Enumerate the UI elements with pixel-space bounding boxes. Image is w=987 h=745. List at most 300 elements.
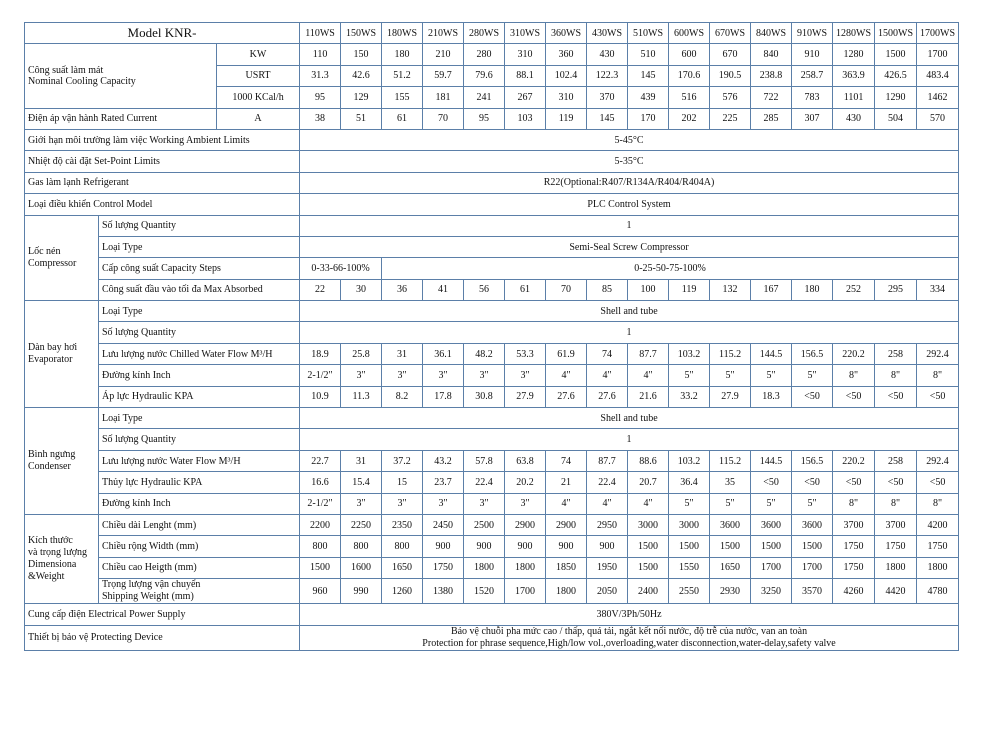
value-cell: 2050 <box>587 579 628 604</box>
value-cell: 220.2 <box>833 450 875 471</box>
value-cell: 21 <box>546 472 587 493</box>
value-cell: 3" <box>423 365 464 386</box>
condenser-quantity-row <box>25 429 959 450</box>
value-cell: 37.2 <box>382 450 423 471</box>
value-cell: 4420 <box>875 579 917 604</box>
value-cell: 16.6 <box>300 472 341 493</box>
value-cell: 42.6 <box>341 65 382 86</box>
value-cell: 170 <box>628 108 669 129</box>
value-cell: 1500 <box>875 44 917 65</box>
cooling-label-vi: Công suất làm mát <box>28 64 104 76</box>
value-cell: 3" <box>464 365 505 386</box>
compressor-absorbed-label: Công suất đầu vào tối đa Max Absorbed <box>99 279 300 300</box>
value-cell: 145 <box>628 65 669 86</box>
value-cell: 3600 <box>792 514 833 535</box>
value-cell: 5" <box>710 365 751 386</box>
compressor-steps-value-a: 0-33-66-100% <box>300 258 382 279</box>
evaporator-diameter-label: Đường kính Inch <box>99 365 300 386</box>
protection-line-vi: Bảo vệ chuỗi pha mức cao / thấp, quá tải, ngắt kết nối nước, độ trễ của nước, van an toàn <box>450 625 808 637</box>
dimensions-group-label <box>25 514 99 603</box>
value-cell: 2-1/2" <box>300 365 341 386</box>
value-cell: 15 <box>382 472 423 493</box>
power-supply-row <box>25 604 959 625</box>
value-cell: 53.3 <box>505 343 546 364</box>
value-cell: 225 <box>710 108 751 129</box>
unit-cell: A <box>217 108 300 129</box>
value-cell: 22.4 <box>587 472 628 493</box>
refrigerant-value: R22(Optional:R407/R134A/R404/R404A) <box>300 172 959 193</box>
value-cell: 1550 <box>669 557 710 578</box>
value-cell: 516 <box>669 87 710 108</box>
value-cell: 156.5 <box>792 343 833 364</box>
value-cell: 1280 <box>833 44 875 65</box>
value-cell: 87.7 <box>587 450 628 471</box>
value-cell: 4260 <box>833 579 875 604</box>
value-cell: 258.7 <box>792 65 833 86</box>
value-cell: 33.2 <box>669 386 710 407</box>
value-cell: 570 <box>917 108 959 129</box>
compressor-type-row <box>25 236 959 257</box>
value-cell: 1101 <box>833 87 875 108</box>
value-cell: 800 <box>382 536 423 557</box>
value-cell: 8" <box>833 493 875 514</box>
value-cell: 8" <box>875 493 917 514</box>
value-cell: 61 <box>505 279 546 300</box>
value-cell: 4" <box>587 493 628 514</box>
dimension-length-label: Chiều dài Lenght (mm) <box>99 514 300 535</box>
value-cell: 1600 <box>341 557 382 578</box>
value-cell: 132 <box>710 279 751 300</box>
value-cell: 280 <box>464 44 505 65</box>
value-cell: 1700 <box>917 44 959 65</box>
compressor-quantity-row <box>25 215 959 236</box>
value-cell: 4" <box>546 365 587 386</box>
value-cell: 51.2 <box>382 65 423 86</box>
value-cell: 38 <box>300 108 341 129</box>
value-cell: 27.6 <box>587 386 628 407</box>
value-cell: 17.8 <box>423 386 464 407</box>
model-cell: 600WS <box>669 23 710 44</box>
value-cell: 103 <box>505 108 546 129</box>
condenser-label-en: Condenser <box>28 461 71 472</box>
value-cell: 5" <box>710 493 751 514</box>
value-cell: 900 <box>505 536 546 557</box>
setpoint-label: Nhiệt độ cài đặt Set-Point Limits <box>25 151 300 172</box>
value-cell: 35 <box>710 472 751 493</box>
value-cell: 43.2 <box>423 450 464 471</box>
value-cell: 144.5 <box>751 450 792 471</box>
condenser-pressure-label: Thủy lực Hydraulic KPA <box>99 472 300 493</box>
value-cell: 31 <box>382 343 423 364</box>
value-cell: 2500 <box>464 514 505 535</box>
value-cell: 1290 <box>875 87 917 108</box>
compressor-type-label: Loại Type <box>99 236 300 257</box>
value-cell: 5" <box>751 365 792 386</box>
dimension-width-label: Chiều rộng Width (mm) <box>99 536 300 557</box>
value-cell: 25.8 <box>341 343 382 364</box>
value-cell: 2900 <box>505 514 546 535</box>
value-cell: 1500 <box>300 557 341 578</box>
value-cell: 115.2 <box>710 343 751 364</box>
value-cell: 1800 <box>917 557 959 578</box>
value-cell: 5" <box>669 493 710 514</box>
rated-current-label: Điện áp vận hành Rated Current <box>25 108 217 129</box>
value-cell: 79.6 <box>464 65 505 86</box>
value-cell: 202 <box>669 108 710 129</box>
shipping-weight-label-vi: Trọng lượng vận chuyển <box>102 579 201 591</box>
cooling-label-en: Nominal Cooling Capacity <box>28 75 136 87</box>
value-cell: 74 <box>546 450 587 471</box>
evaporator-type-row <box>25 301 959 322</box>
value-cell: 145 <box>587 108 628 129</box>
value-cell: 61 <box>382 108 423 129</box>
spec-table-container <box>24 22 959 651</box>
value-cell: 1380 <box>423 579 464 604</box>
value-cell: <50 <box>792 472 833 493</box>
model-cell: 360WS <box>546 23 587 44</box>
value-cell: 900 <box>423 536 464 557</box>
value-cell: 100 <box>628 279 669 300</box>
value-cell: 1650 <box>382 557 423 578</box>
evaporator-group-label <box>25 301 99 408</box>
value-cell: 190.5 <box>710 65 751 86</box>
compressor-label-vi: Lốc nén <box>28 245 61 257</box>
condenser-quantity-label: Số lượng Quantity <box>99 429 300 450</box>
value-cell: 20.2 <box>505 472 546 493</box>
value-cell: 27.9 <box>710 386 751 407</box>
value-cell: 267 <box>505 87 546 108</box>
value-cell: 3600 <box>710 514 751 535</box>
model-cell: 430WS <box>587 23 628 44</box>
value-cell: 2-1/2" <box>300 493 341 514</box>
value-cell: 426.5 <box>875 65 917 86</box>
protection-line-en: Protection for phrase sequence,High/low vol.,overloading,water disconnection,water-delay,safety valve <box>422 637 836 649</box>
value-cell: 910 <box>792 44 833 65</box>
evaporator-pressure-label: Áp lực Hydraulic KPA <box>99 386 300 407</box>
value-cell: 504 <box>875 108 917 129</box>
value-cell: 1500 <box>628 557 669 578</box>
evaporator-quantity-value: 1 <box>300 322 959 343</box>
value-cell: 960 <box>300 579 341 604</box>
value-cell: 1462 <box>917 87 959 108</box>
value-cell: 990 <box>341 579 382 604</box>
value-cell: 1700 <box>792 557 833 578</box>
value-cell: 241 <box>464 87 505 108</box>
value-cell: 285 <box>751 108 792 129</box>
value-cell: 2200 <box>300 514 341 535</box>
value-cell: 210 <box>423 44 464 65</box>
ambient-row <box>25 129 959 150</box>
value-cell: 51 <box>341 108 382 129</box>
value-cell: 360 <box>546 44 587 65</box>
value-cell: 4" <box>587 365 628 386</box>
value-cell: 2450 <box>423 514 464 535</box>
value-cell: 1500 <box>628 536 669 557</box>
value-cell: 4780 <box>917 579 959 604</box>
value-cell: 61.9 <box>546 343 587 364</box>
value-cell: 8" <box>917 365 959 386</box>
value-cell: 1520 <box>464 579 505 604</box>
value-cell: 10.9 <box>300 386 341 407</box>
value-cell: 170.6 <box>669 65 710 86</box>
value-cell: 439 <box>628 87 669 108</box>
setpoint-row <box>25 151 959 172</box>
evaporator-label-en: Evaporator <box>28 354 73 366</box>
value-cell: <50 <box>875 386 917 407</box>
value-cell: 1700 <box>505 579 546 604</box>
value-cell: 2250 <box>341 514 382 535</box>
value-cell: 4" <box>546 493 587 514</box>
value-cell: 103.2 <box>669 450 710 471</box>
value-cell: 670 <box>710 44 751 65</box>
value-cell: 36 <box>382 279 423 300</box>
compressor-steps-label: Cấp công suất Capacity Steps <box>99 258 300 279</box>
value-cell: 5" <box>792 365 833 386</box>
value-cell: 22 <box>300 279 341 300</box>
value-cell: 900 <box>546 536 587 557</box>
value-cell: 155 <box>382 87 423 108</box>
table-title: Model KNR- <box>25 23 300 44</box>
value-cell: 119 <box>546 108 587 129</box>
value-cell: 310 <box>505 44 546 65</box>
value-cell: 2550 <box>669 579 710 604</box>
value-cell: 1750 <box>833 557 875 578</box>
value-cell: 1800 <box>546 579 587 604</box>
value-cell: 3700 <box>833 514 875 535</box>
value-cell: 370 <box>587 87 628 108</box>
value-cell: 2900 <box>546 514 587 535</box>
value-cell: 3" <box>382 493 423 514</box>
value-cell: 1500 <box>751 536 792 557</box>
value-cell: 5" <box>792 493 833 514</box>
value-cell: 21.6 <box>628 386 669 407</box>
dimension-height-label: Chiều cao Heigth (mm) <box>99 557 300 578</box>
value-cell: 722 <box>751 87 792 108</box>
value-cell: 102.4 <box>546 65 587 86</box>
value-cell: 783 <box>792 87 833 108</box>
value-cell: 1500 <box>710 536 751 557</box>
protection-label: Thiết bị bảo vệ Protecting Device <box>25 625 300 650</box>
value-cell: 8" <box>917 493 959 514</box>
compressor-quantity-value: 1 <box>300 215 959 236</box>
shipping-weight-row <box>25 579 959 604</box>
condenser-group-label <box>25 408 99 515</box>
value-cell: 129 <box>341 87 382 108</box>
control-value: PLC Control System <box>300 194 959 215</box>
value-cell: <50 <box>751 472 792 493</box>
value-cell: 3" <box>341 365 382 386</box>
value-cell: 181 <box>423 87 464 108</box>
value-cell: 87.7 <box>628 343 669 364</box>
dimension-width-row <box>25 536 959 557</box>
compressor-label-en: Compressor <box>28 257 77 269</box>
value-cell: 1500 <box>669 536 710 557</box>
value-cell: 22.4 <box>464 472 505 493</box>
value-cell: 220.2 <box>833 343 875 364</box>
value-cell: 74 <box>587 343 628 364</box>
dimensions-label-line2: và trọng lượng <box>28 547 88 559</box>
cooling-capacity-label <box>25 44 217 108</box>
model-cell: 910WS <box>792 23 833 44</box>
value-cell: 510 <box>628 44 669 65</box>
model-cell: 180WS <box>382 23 423 44</box>
value-cell: 156.5 <box>792 450 833 471</box>
value-cell: <50 <box>792 386 833 407</box>
value-cell: 57.8 <box>464 450 505 471</box>
value-cell: 3570 <box>792 579 833 604</box>
value-cell: 2400 <box>628 579 669 604</box>
value-cell: 292.4 <box>917 450 959 471</box>
model-cell: 1500WS <box>875 23 917 44</box>
value-cell: 70 <box>423 108 464 129</box>
value-cell: 63.8 <box>505 450 546 471</box>
compressor-type-value: Semi-Seal Screw Compressor <box>300 236 959 257</box>
value-cell: 59.7 <box>423 65 464 86</box>
condenser-diameter-row <box>25 493 959 514</box>
value-cell: 238.8 <box>751 65 792 86</box>
value-cell: 2350 <box>382 514 423 535</box>
value-cell: 4" <box>628 493 669 514</box>
ambient-value: 5-45°C <box>300 129 959 150</box>
value-cell: 1500 <box>792 536 833 557</box>
value-cell: 4200 <box>917 514 959 535</box>
condenser-flow-row <box>25 450 959 471</box>
setpoint-value: 5-35°C <box>300 151 959 172</box>
value-cell: 1800 <box>464 557 505 578</box>
evaporator-type-label: Loại Type <box>99 301 300 322</box>
value-cell: 1750 <box>423 557 464 578</box>
value-cell: 600 <box>669 44 710 65</box>
value-cell: 31.3 <box>300 65 341 86</box>
value-cell: 1750 <box>917 536 959 557</box>
value-cell: 8.2 <box>382 386 423 407</box>
condenser-type-value: Shell and tube <box>300 408 959 429</box>
compressor-quantity-label: Số lượng Quantity <box>99 215 300 236</box>
compressor-steps-value-b: 0-25-50-75-100% <box>382 258 959 279</box>
model-cell: 510WS <box>628 23 669 44</box>
value-cell: 334 <box>917 279 959 300</box>
value-cell: 576 <box>710 87 751 108</box>
model-cell: 110WS <box>300 23 341 44</box>
value-cell: 18.9 <box>300 343 341 364</box>
condenser-pressure-row <box>25 472 959 493</box>
condenser-quantity-value: 1 <box>300 429 959 450</box>
value-cell: 258 <box>875 450 917 471</box>
value-cell: 3" <box>341 493 382 514</box>
model-cell: 150WS <box>341 23 382 44</box>
evaporator-quantity-label: Số lượng Quantity <box>99 322 300 343</box>
protection-row <box>25 625 959 650</box>
value-cell: 5" <box>669 365 710 386</box>
value-cell: 23.7 <box>423 472 464 493</box>
dimension-length-row <box>25 514 959 535</box>
power-supply-value: 380V/3Ph/50Hz <box>300 604 959 625</box>
value-cell: 95 <box>300 87 341 108</box>
value-cell: 292.4 <box>917 343 959 364</box>
value-cell: 2950 <box>587 514 628 535</box>
value-cell: 30.8 <box>464 386 505 407</box>
unit-cell: 1000 KCal/h <box>217 87 300 108</box>
dimensions-label-line4: &Weight <box>28 571 65 583</box>
value-cell: 3600 <box>751 514 792 535</box>
condenser-type-label: Loại Type <box>99 408 300 429</box>
value-cell: 307 <box>792 108 833 129</box>
value-cell: 31 <box>341 450 382 471</box>
rated-current-row <box>25 108 959 129</box>
value-cell: 840 <box>751 44 792 65</box>
value-cell: 3250 <box>751 579 792 604</box>
value-cell: 3" <box>464 493 505 514</box>
value-cell: <50 <box>917 386 959 407</box>
evaporator-quantity-row <box>25 322 959 343</box>
value-cell: <50 <box>875 472 917 493</box>
value-cell: 27.6 <box>546 386 587 407</box>
value-cell: 122.3 <box>587 65 628 86</box>
value-cell: 900 <box>464 536 505 557</box>
value-cell: 150 <box>341 44 382 65</box>
value-cell: 430 <box>833 108 875 129</box>
value-cell: 3700 <box>875 514 917 535</box>
value-cell: 30 <box>341 279 382 300</box>
value-cell: 8" <box>833 365 875 386</box>
value-cell: 3" <box>382 365 423 386</box>
value-cell: 1950 <box>587 557 628 578</box>
value-cell: 56 <box>464 279 505 300</box>
value-cell: <50 <box>833 386 875 407</box>
value-cell: <50 <box>833 472 875 493</box>
value-cell: 3000 <box>628 514 669 535</box>
control-row <box>25 194 959 215</box>
value-cell: 1850 <box>546 557 587 578</box>
unit-cell: USRT <box>217 65 300 86</box>
value-cell: 115.2 <box>710 450 751 471</box>
evaporator-flow-label: Lưu lượng nước Chilled Water Flow M³/H <box>99 343 300 364</box>
value-cell: 1650 <box>710 557 751 578</box>
value-cell: 36.4 <box>669 472 710 493</box>
condenser-type-row <box>25 408 959 429</box>
value-cell: 3" <box>505 493 546 514</box>
condenser-flow-label: Lưu lượng nước Water Flow M³/H <box>99 450 300 471</box>
value-cell: 900 <box>587 536 628 557</box>
value-cell: 27.9 <box>505 386 546 407</box>
value-cell: 1800 <box>875 557 917 578</box>
value-cell: 48.2 <box>464 343 505 364</box>
value-cell: 1750 <box>833 536 875 557</box>
protection-value <box>300 625 959 650</box>
value-cell: 144.5 <box>751 343 792 364</box>
value-cell: 180 <box>382 44 423 65</box>
evaporator-label-vi: Dàn bay hơi <box>28 342 78 354</box>
value-cell: 3" <box>423 493 464 514</box>
shipping-weight-label <box>99 579 300 604</box>
spec-table <box>24 22 959 651</box>
value-cell: 2930 <box>710 579 751 604</box>
dimension-height-row <box>25 557 959 578</box>
value-cell: 85 <box>587 279 628 300</box>
evaporator-diameter-row <box>25 365 959 386</box>
value-cell: 36.1 <box>423 343 464 364</box>
evaporator-type-value: Shell and tube <box>300 301 959 322</box>
model-cell: 840WS <box>751 23 792 44</box>
model-cell: 1700WS <box>917 23 959 44</box>
value-cell: 8" <box>875 365 917 386</box>
header-row <box>25 23 959 44</box>
value-cell: 3000 <box>669 514 710 535</box>
value-cell: 95 <box>464 108 505 129</box>
value-cell: 3" <box>505 365 546 386</box>
condenser-label-vi: Bình ngưng <box>28 449 76 460</box>
value-cell: 430 <box>587 44 628 65</box>
